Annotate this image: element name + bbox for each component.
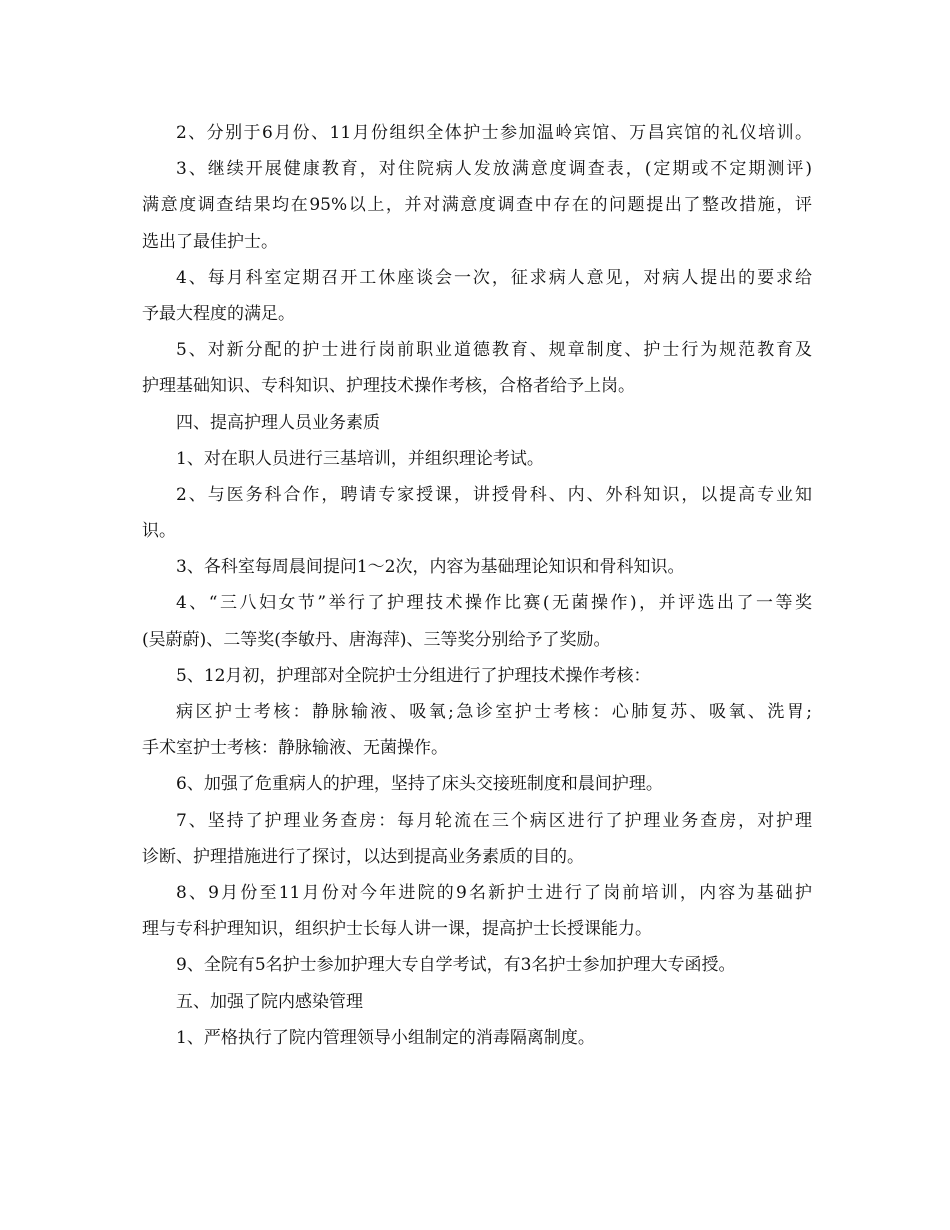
paragraph-line: 护理基础知识、专科知识、护理技术操作考核，合格者给予上岗。 bbox=[142, 376, 635, 397]
paragraph-line: 6、加强了危重病人的护理，坚持了床头交接班制度和晨间护理。 bbox=[176, 774, 663, 795]
paragraph-line: 满意度调查结果均在95%以上，并对满意度调查中存在的问题提出了整改措施，评 bbox=[142, 195, 812, 216]
paragraph-line: 诊断、护理措施进行了探讨，以达到提高业务素质的目的。 bbox=[142, 846, 584, 867]
paragraph-line: 4、每月科室定期召开工休座谈会一次，征求病人意见，对病人提出的要求给 bbox=[176, 267, 812, 288]
paragraph-line: 2、与医务科合作，聘请专家授课，讲授骨科、内、外科知识，以提高专业知 bbox=[176, 484, 812, 505]
section-heading: 五、加强了院内感染管理 bbox=[176, 991, 363, 1012]
paragraph-line: 8、9月份至11月份对今年进院的9名新护士进行了岗前培训，内容为基础护 bbox=[176, 882, 812, 903]
paragraph-line: 1、对在职人员进行三基培训，并组织理论考试。 bbox=[176, 448, 544, 469]
paragraph-line: 9、全院有5名护士参加护理大专自学考试，有3名护士参加护理大专函授。 bbox=[176, 955, 736, 976]
paragraph-line: 7、坚持了护理业务查房：每月轮流在三个病区进行了护理业务查房，对护理 bbox=[176, 810, 812, 831]
document-body bbox=[142, 115, 812, 1056]
paragraph-line: 理与专科护理知识，组织护士长每人讲一课，提高护士长授课能力。 bbox=[142, 919, 652, 940]
paragraph-line: 病区护士考核：静脉输液、吸氧;急诊室护士考核：心肺复苏、吸氧、洗胃; bbox=[176, 702, 812, 722]
section-heading: 四、提高护理人员业务素质 bbox=[176, 412, 380, 433]
paragraph-line: 2、分别于6月份、11月份组织全体护士参加温岭宾馆、万昌宾馆的礼仪培训。 bbox=[176, 123, 812, 143]
paragraph-line: 选出了最佳护士。 bbox=[142, 231, 278, 252]
paragraph-line: 3、各科室每周晨间提问1～2次，内容为基础理论知识和骨科知识。 bbox=[176, 557, 685, 578]
paragraph-line: 手术室护士考核：静脉输液、无菌操作。 bbox=[142, 738, 448, 759]
paragraph-line: 予最大程度的满足。 bbox=[142, 303, 295, 324]
paragraph-line: 5、对新分配的护士进行岗前职业道德教育、规章制度、护士行为规范教育及 bbox=[176, 340, 812, 361]
paragraph-line: 3、继续开展健康教育，对住院病人发放满意度调查表，(定期或不定期测评) bbox=[176, 159, 812, 180]
paragraph-line: 5、12月初，护理部对全院护士分组进行了护理技术操作考核： bbox=[176, 665, 651, 686]
paragraph-line: 识。 bbox=[142, 521, 176, 542]
paragraph-line: 4、“三八妇女节”举行了护理技术操作比赛(无菌操作)，并评选出了一等奖 bbox=[176, 593, 812, 614]
paragraph-line: (吴蔚蔚)、二等奖(李敏丹、唐海萍)、三等奖分别给予了奖励。 bbox=[142, 629, 611, 650]
paragraph-line: 1、严格执行了院内管理领导小组制定的消毒隔离制度。 bbox=[176, 1027, 595, 1048]
